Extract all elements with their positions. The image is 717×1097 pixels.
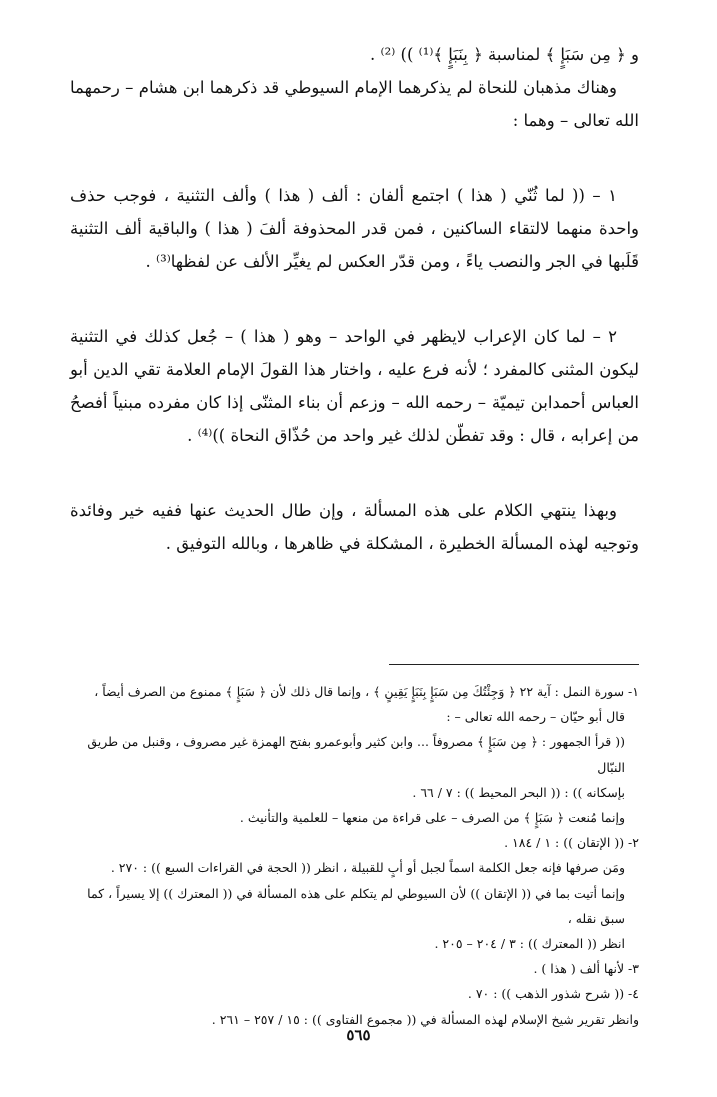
- paragraph-point-1: ١ – (( لما ثُنّي ( هذا ) اجتمع ألفان : ألف ( هذا ) وألف التثنية ، فوجب حذف واحدة منهما لالتقاء الساكنين ، فمن قدر المحذوفة ألفَ ( هذا ) والباقية ألف التثنية قَلَبها في الجر والنصب ياءً ، ومن قدّر العكس لم يغيِّر الألف عن لفظها⁽³⁾ .: [70, 186, 639, 271]
- footnote-line: وإنما أتيت بما في (( الإتقان )) لأن السيوطي لم يتكلم على هذه المسألة في (( المعترك )) إلا يسيراً ، كما سبق نقله ،: [87, 885, 625, 926]
- page-number: ٥٦٥: [346, 1026, 371, 1044]
- footnote-line: ٤- (( شرح شذور الذهب )) : ٧٠ .: [467, 986, 639, 1002]
- paragraph-continuation: و ﴿ مِن سَبَإٍ ﴾ لمناسبة ﴿ بِنَبَإٍ ﴾⁽¹⁾ )) ⁽²⁾ .: [370, 45, 639, 64]
- footnote-line: ومَن صرفها فإنه جعل الكلمة اسماً لجبل أو أبٍ للقبيلة ، انظر (( الحجة في القراءات السبع )) : ٢٧٠ .: [110, 860, 625, 876]
- footnote-line: ٣- لأنها ألف ( هذا ) .: [533, 961, 639, 977]
- footnote-line: وإنما مُنعت ﴿ سَبَإٍ ﴾ من الصرف – على قراءة من منعها – للعلمية والتأنيث .: [239, 810, 625, 826]
- footnote-divider: [389, 664, 639, 665]
- paragraph-conclusion: وبهذا ينتهي الكلام على هذه المسألة ، وإن طال الحديث عنها ففيه خير وفائدة وتوجيه لهذه المسألة الخطيرة ، المشكلة في ظاهرها ، وبالله التوفيق .: [70, 501, 639, 553]
- paragraph-gap: [70, 278, 639, 320]
- footnote-line: (( قرأ الجمهور : ﴿ مِن سَبَإٍ ﴾ مصروفاً ... وابن كثير وأبوعمرو بفتح الهمزة غير مصروف ، وقنبل من طريق النبّال: [87, 734, 625, 775]
- footnote-line: ١- سورة النمل : آية ٢٢ ﴿ وَجِئْتُكَ مِن سَبَإٍ بِنَبَإٍ يَقِينٍ ﴾ ، وإنما قال ذلك لأن ﴿ سَبَإٍ ﴾ ممنوع من الصرف أيضاً ،: [94, 684, 639, 699]
- footnote-line: بإسكانه )) : (( البحر المحيط )) : ٧ / ٦٦ .: [412, 784, 625, 800]
- paragraph-gap: [70, 137, 639, 179]
- footnote-line: قال أبو حيّان – رحمه الله تعالى – :: [446, 709, 625, 725]
- footnote-line: انظر (( المعترك )) : ٣ / ٢٠٤ – ٢٠٥ .: [434, 936, 625, 952]
- footnote-line: وانظر تقرير شيخ الإسلام لهذه المسألة في (( مجموع الفتاوى )) : ١٥ / ٢٥٧ – ٢٦١ .: [211, 1011, 639, 1027]
- main-text: [70, 38, 639, 560]
- paragraph-gap: [70, 452, 639, 494]
- paragraph-intro: وهناك مذهبان للنحاة لم يذكرهما الإمام السيوطي قد ذكرهما ابن هشام – رحمهما الله تعالى – وهما :: [70, 78, 639, 130]
- footnote-line: ٢- (( الإتقان )) : ١ / ١٨٤ .: [504, 835, 639, 851]
- paragraph-point-2: ٢ – لما كان الإعراب لايظهر في الواحد – وهو ( هذا ) – جُعل كذلك في التثنية ليكون المثنى كالمفرد ؛ لأنه فرع عليه ، واختار هذا القولَ الإمام العلامة تقي الدين أبو العباس أحمدابن تيميّة – رحمه الله – وزعم أن بناء المثنّى إذا كان مفرده مبنياً أفصحُ من إعرابه ، قال : وقد تفطّن لذلك غير واحد من حُذّاق النحاة ))⁽⁴⁾ .: [70, 327, 639, 445]
- footnotes: [70, 679, 639, 1032]
